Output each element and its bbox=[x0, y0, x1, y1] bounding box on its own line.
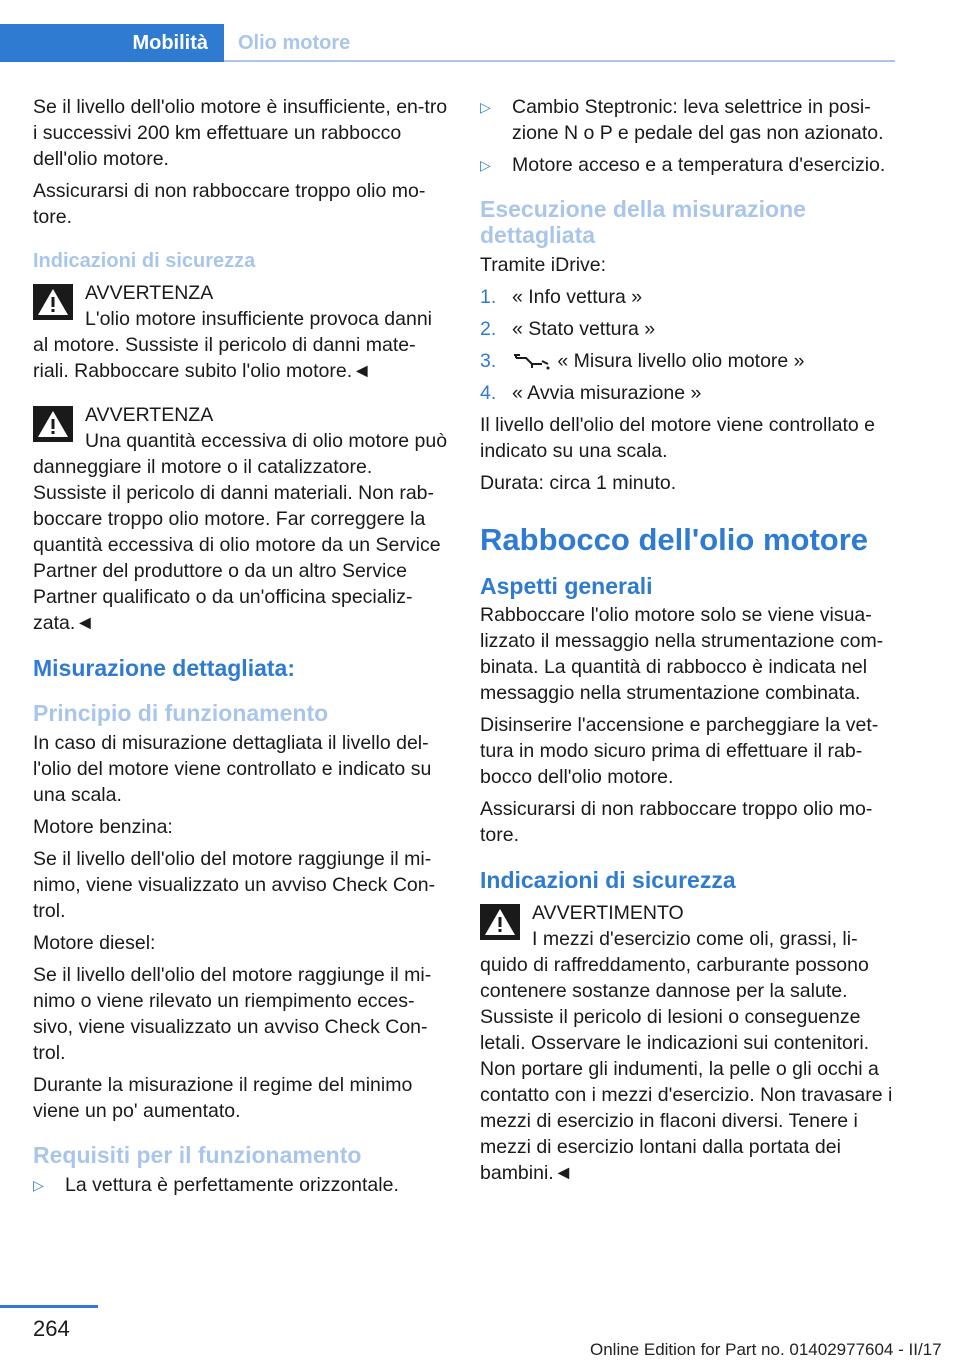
intro-paragraph: Se il livello dell'olio motore è insufficiente, en-tro i successivi 200 km effettuare un rabbocco dell'olio motore. bbox=[33, 96, 448, 170]
warning-title: AVVERTIMENTO bbox=[532, 902, 684, 924]
step-item bbox=[480, 348, 896, 374]
oil-level-icon bbox=[512, 352, 552, 372]
edition-note: Online Edition for Part no. 01402977604 - II/17 bbox=[590, 1340, 942, 1359]
list-item bbox=[480, 152, 896, 178]
result-paragraph: Il livello dell'olio del motore viene controllato e indicato su una scala. bbox=[480, 414, 876, 462]
general-heading: Aspetti generali bbox=[480, 573, 653, 599]
step-number: 2. bbox=[480, 318, 497, 340]
warning-icon bbox=[33, 284, 73, 320]
header-topic: Olio motore bbox=[238, 32, 351, 54]
list-item-text: La vettura è perfettamente orizzontale. bbox=[65, 1174, 399, 1196]
triangle-bullet-icon: ▷ bbox=[480, 157, 491, 173]
triangle-bullet-icon: ▷ bbox=[33, 1177, 44, 1193]
principle-paragraph: In caso di misurazione dettagliata il livello del-l'olio del motore viene controllato e indicato su una scala. bbox=[33, 732, 432, 806]
step-text: « Stato vettura » bbox=[512, 318, 656, 340]
page-header bbox=[0, 24, 895, 62]
page-number: 264 bbox=[33, 1316, 70, 1341]
petrol-label: Motore benzina: bbox=[33, 816, 173, 838]
warning-block bbox=[480, 900, 896, 1186]
list-item-text: Cambio Steptronic: leva selettrice in posi-zione N o P e pedale del gas non azionato. bbox=[512, 96, 884, 144]
warning-block bbox=[33, 280, 448, 384]
triangle-bullet-icon: ▷ bbox=[480, 99, 491, 115]
requirements-heading: Requisiti per il funzionamento bbox=[33, 1142, 362, 1168]
intro-paragraph-2: Assicurarsi di non rabboccare troppo olio mo-tore. bbox=[33, 180, 426, 228]
general-paragraph-3: Assicurarsi di non rabboccare troppo olio mo-tore. bbox=[480, 798, 873, 846]
right-column bbox=[480, 94, 896, 1192]
idle-paragraph: Durante la misurazione il regime del minimo viene un po' aumentato. bbox=[33, 1074, 413, 1122]
warning-text: Una quantità eccessiva di olio motore può danneggiare il motore o il catalizzatore. Sussiste il pericolo di danni materiali. Non rab-boccare troppo olio motore. Far correggere la quantità eccessiva di olio motore da un Service Partner del produttore o da un altro Service Partner qualificato o da un'officina specializ-zata.◄ bbox=[33, 430, 448, 634]
list-item bbox=[480, 94, 896, 146]
topup-heading: Rabbocco dell'olio motore bbox=[480, 522, 869, 557]
diesel-label: Motore diesel: bbox=[33, 932, 156, 954]
list-item-text: Motore acceso e a temperatura d'esercizio. bbox=[512, 154, 886, 176]
left-column bbox=[33, 94, 448, 1204]
step-number: 3. bbox=[480, 350, 497, 372]
footer-rule bbox=[0, 1305, 98, 1308]
step-text: « Info vettura » bbox=[512, 286, 643, 308]
step-item bbox=[480, 316, 896, 342]
general-paragraph: Rabboccare l'olio motore solo se viene visua-lizzato il messaggio nella strumentazione com-binata. La quantità di rabbocco è indicata nel messaggio nella strumentazione combinata. bbox=[480, 604, 884, 704]
safety-heading: Indicazioni di sicurezza bbox=[480, 867, 736, 893]
warning-icon bbox=[33, 406, 73, 442]
petrol-paragraph: Se il livello dell'olio del motore raggiunge il mi-nimo, viene visualizzato un avviso Check Con-trol. bbox=[33, 848, 436, 922]
step-item bbox=[480, 380, 896, 406]
warning-title: AVVERTENZA bbox=[85, 282, 214, 304]
warning-icon bbox=[480, 904, 520, 940]
step-number: 1. bbox=[480, 286, 497, 308]
duration-paragraph: Durata: circa 1 minuto. bbox=[480, 472, 677, 494]
diesel-paragraph: Se il livello dell'olio del motore raggiunge il mi-nimo o viene rilevato un riempimento ecces-sivo, viene visualizzato un avviso Check Con-trol. bbox=[33, 964, 432, 1064]
step-number: 4. bbox=[480, 382, 497, 404]
safety-heading: Indicazioni di sicurezza bbox=[33, 250, 256, 272]
step-item bbox=[480, 284, 896, 310]
list-item bbox=[33, 1172, 448, 1198]
warning-text: I mezzi d'esercizio come oli, grassi, li-quido di raffreddamento, carburante possono contenere sostanze dannose per la salute. Sussiste il pericolo di lesioni o conseguenze letali. Osservare le indicazioni sui contenitori. Non portare gli indumenti, la pelle o gli occhi a contatto con i mezzi d'esercizio. Non travasare i mezzi di esercizio in flaconi diversi. Tenere i mezzi di esercizio lontani dalla portata dei bambini.◄ bbox=[480, 928, 893, 1184]
warning-title: AVVERTENZA bbox=[85, 404, 214, 426]
principle-heading: Principio di funzionamento bbox=[33, 700, 329, 726]
idrive-label: Tramite iDrive: bbox=[480, 254, 607, 276]
exec-heading: Esecuzione della misurazione dettagliata bbox=[480, 196, 806, 248]
detail-heading: Misurazione dettagliata: bbox=[33, 655, 295, 681]
general-paragraph-2: Disinserire l'accensione e parcheggiare la vet-tura in modo sicuro prima di effettuare il rab-bocco dell'olio motore. bbox=[480, 714, 879, 788]
warning-text: L'olio motore insufficiente provoca danni al motore. Sussiste il pericolo di danni mate-riali. Rabboccare subito l'olio motore.◄ bbox=[33, 308, 432, 382]
warning-block bbox=[33, 402, 448, 636]
step-text: « Avvia misurazione » bbox=[512, 382, 702, 404]
header-rule bbox=[224, 60, 895, 62]
header-section: Mobilità bbox=[0, 24, 224, 62]
step-text: « Misura livello olio motore » bbox=[557, 350, 805, 372]
